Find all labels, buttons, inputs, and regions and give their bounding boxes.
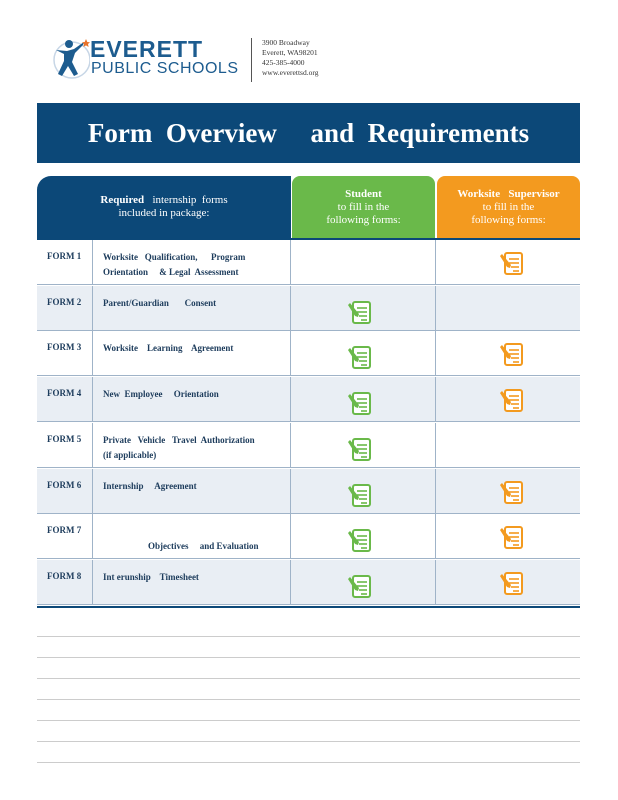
form-number: FORM 3: [37, 331, 93, 375]
worksite-header-line2: to fill in the: [482, 200, 535, 213]
worksite-cell: [436, 514, 580, 558]
form-pencil-icon: [346, 482, 374, 508]
logo-wordmark-line1: EVERETT: [90, 36, 204, 62]
column-header-student: [292, 176, 435, 238]
form-name: Worksite Qualification, Program Orientation & Legal Assessment: [93, 240, 291, 284]
form-name: New Employee Orientation: [93, 377, 291, 421]
table-row: [37, 331, 580, 376]
school-address: [262, 38, 318, 78]
forms-header-rest: internship forms: [144, 194, 228, 206]
forms-header-bold: Required: [100, 194, 145, 206]
table-bottom-rule: [37, 606, 580, 608]
student-cell: [291, 560, 436, 604]
student-cell: [291, 469, 436, 513]
student-header-line2: to fill in the: [337, 200, 390, 213]
worksite-cell: [436, 377, 580, 421]
form-pencil-icon: [346, 390, 374, 416]
table-row: [37, 514, 580, 559]
form-pencil-icon: [498, 387, 526, 413]
form-number: FORM 1: [37, 240, 93, 284]
note-line: [37, 678, 580, 679]
form-pencil-icon: [498, 524, 526, 550]
form-pencil-icon: [346, 436, 374, 462]
form-pencil-icon: [498, 341, 526, 367]
form-pencil-icon: [346, 573, 374, 599]
form-name: Worksite Learning Agreement: [93, 331, 291, 375]
worksite-cell: [436, 240, 580, 284]
student-cell: [291, 377, 436, 421]
form-pencil-icon: [498, 479, 526, 505]
worksite-cell: [436, 286, 580, 330]
table-row: [37, 560, 580, 605]
column-header-worksite: [437, 176, 580, 238]
form-pencil-icon: [346, 344, 374, 370]
school-logo-icon: [50, 36, 90, 80]
title-banner: [37, 103, 580, 163]
form-number: FORM 2: [37, 286, 93, 330]
worksite-header-bold: Worksite Supervisor: [457, 187, 560, 200]
address-city: Everett, WA98201: [262, 48, 318, 57]
form-name: Internship Agreement: [93, 469, 291, 513]
student-cell: [291, 240, 436, 284]
student-cell: [291, 286, 436, 330]
note-line: [37, 762, 580, 763]
page-header: [0, 0, 618, 100]
table-row: [37, 240, 580, 285]
form-number: FORM 4: [37, 377, 93, 421]
student-header-line3: following forms:: [326, 213, 401, 226]
student-cell: [291, 514, 436, 558]
form-name: Objectives and Evaluation: [93, 514, 291, 558]
form-name: Parent/Guardian Consent: [93, 286, 291, 330]
note-line: [37, 657, 580, 658]
header-divider: [251, 38, 252, 82]
form-number: FORM 8: [37, 560, 93, 604]
form-pencil-icon: [346, 527, 374, 553]
student-cell: [291, 423, 436, 467]
worksite-cell: [436, 423, 580, 467]
worksite-cell: [436, 560, 580, 604]
page-title: Form Overview and Requirements: [87, 117, 530, 148]
table-row: [37, 469, 580, 514]
logo-wordmark-line2: PUBLIC SCHOOLS: [91, 60, 239, 77]
form-number: FORM 5: [37, 423, 93, 467]
worksite-header-line3: following forms:: [471, 213, 546, 226]
table-row: [37, 377, 580, 422]
form-number: FORM 6: [37, 469, 93, 513]
form-pencil-icon: [498, 570, 526, 596]
form-name: Private Vehicle Travel Authorization (if applicable): [93, 423, 291, 467]
worksite-cell: [436, 469, 580, 513]
address-street: 3900 Broadway: [262, 38, 310, 47]
student-cell: [291, 331, 436, 375]
note-line: [37, 720, 580, 721]
address-website: www.everettsd.org: [262, 68, 319, 77]
note-line: [37, 741, 580, 742]
address-phone: 425-385-4000: [262, 58, 305, 67]
column-header-forms: [37, 176, 291, 238]
table-row: [37, 423, 580, 468]
form-name: Int erunship Timesheet: [93, 560, 291, 604]
form-pencil-icon: [346, 299, 374, 325]
forms-header-line2: included in package:: [118, 207, 210, 219]
note-line: [37, 636, 580, 637]
student-header-bold: Student: [345, 187, 382, 200]
form-pencil-icon: [498, 250, 526, 276]
worksite-cell: [436, 331, 580, 375]
table-row: [37, 286, 580, 331]
note-line: [37, 699, 580, 700]
form-number: FORM 7: [37, 514, 93, 558]
